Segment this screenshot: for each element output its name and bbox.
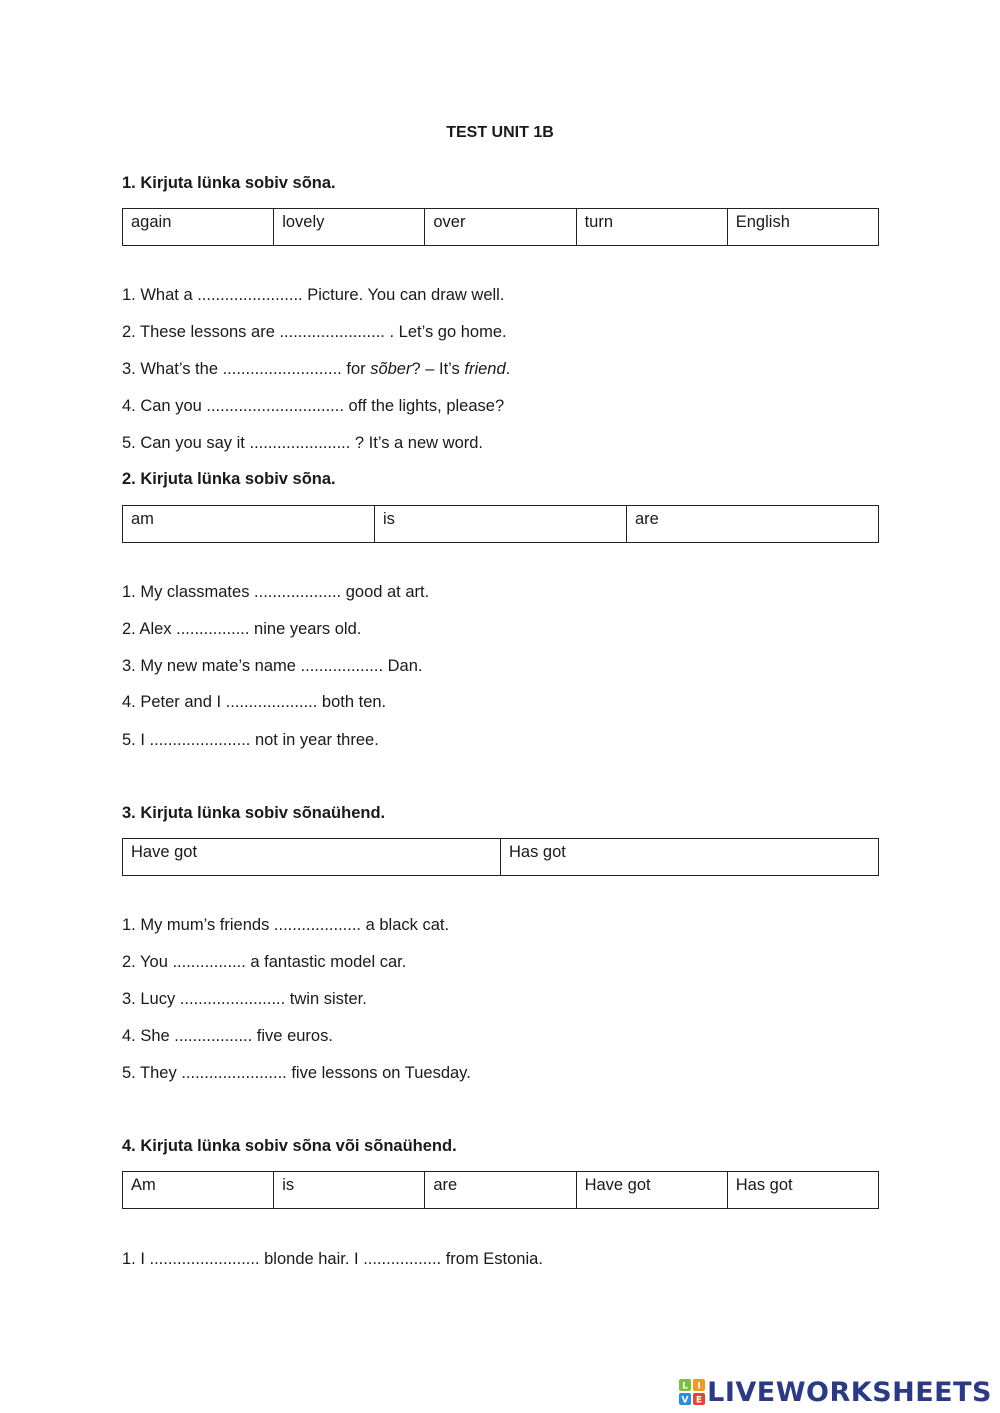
- exercise-item: 2. Alex ................ nine years old.: [122, 620, 362, 638]
- section-1-word-bank: [122, 208, 879, 246]
- exercise-item: 2. You ................ a fantastic model car.: [122, 953, 407, 971]
- exercise-item: 1. I ........................ blonde hair. I ................. from Estonia.: [122, 1250, 543, 1268]
- section-4-word-bank: [122, 1171, 879, 1209]
- word-bank-cell: lovely: [274, 209, 425, 246]
- word-bank-cell: Am: [123, 1172, 274, 1209]
- logo-letter: E: [696, 1395, 703, 1405]
- page-title: TEST UNIT 1B: [446, 124, 554, 141]
- italic-word: sõber: [370, 360, 412, 378]
- section-3-word-bank: [122, 838, 879, 876]
- word-bank-cell: English: [727, 209, 878, 246]
- section-1-heading: 1. Kirjuta lünka sobiv sõna.: [122, 174, 336, 192]
- word-bank-cell: Have got: [576, 1172, 727, 1209]
- exercise-item: 3. Lucy ....................... twin sister.: [122, 990, 367, 1008]
- exercise-item: 5. Can you say it ...................... ? It’s a new word.: [122, 434, 484, 452]
- logo-letter: L: [682, 1381, 689, 1392]
- word-bank-cell: is: [274, 1172, 425, 1209]
- section-2-word-bank: [122, 505, 879, 543]
- italic-word: friend: [464, 360, 506, 378]
- liveworksheets-brand: [679, 1375, 992, 1409]
- word-bank-cell: over: [425, 209, 576, 246]
- exercise-item: 1. My classmates ................... good at art.: [122, 583, 430, 601]
- exercise-item: 5. I ...................... not in year three.: [122, 731, 379, 749]
- exercise-item: 1. My mum’s friends ................... a black cat.: [122, 916, 450, 934]
- exercise-item: 1. What a ....................... Picture. You can draw well.: [122, 286, 505, 304]
- word-bank-cell: Have got: [123, 839, 501, 876]
- logo-letter: I: [697, 1381, 701, 1392]
- word-bank-cell: turn: [576, 209, 727, 246]
- word-bank-cell: are: [627, 506, 879, 543]
- exercise-item: 4. Peter and I .................... both ten.: [122, 693, 387, 711]
- exercise-item: 2. These lessons are ....................... . Let’s go home.: [122, 323, 507, 341]
- item-text: 3. What’s the .......................... for: [122, 360, 371, 378]
- section-2-heading: 2. Kirjuta lünka sobiv sõna.: [122, 470, 336, 488]
- section-3-heading: 3. Kirjuta lünka sobiv sõnaühend.: [122, 804, 386, 822]
- exercise-item: 5. They ....................... five lessons on Tuesday.: [122, 1064, 471, 1082]
- exercise-item: 4. She ................. five euros.: [122, 1027, 333, 1045]
- item-text: ? – It’s: [411, 360, 465, 378]
- section-4-heading: 4. Kirjuta lünka sobiv sõna või sõnaühend.: [122, 1137, 457, 1155]
- liveworksheets-logo-icon: [679, 1379, 705, 1405]
- exercise-item: 4. Can you .............................. off the lights, please?: [122, 397, 505, 415]
- word-bank-cell: is: [375, 506, 627, 543]
- exercise-item: 3. My new mate’s name .................. Dan.: [122, 657, 423, 675]
- brand-name: LIVEWORKSHEETS: [707, 1376, 992, 1408]
- exercise-item: [122, 360, 510, 379]
- word-bank-cell: again: [123, 209, 274, 246]
- word-bank-cell: Has got: [501, 839, 879, 876]
- word-bank-cell: Has got: [727, 1172, 878, 1209]
- logo-letter: V: [681, 1395, 689, 1405]
- word-bank-cell: am: [123, 506, 375, 543]
- item-text: .: [505, 360, 511, 378]
- word-bank-cell: are: [425, 1172, 576, 1209]
